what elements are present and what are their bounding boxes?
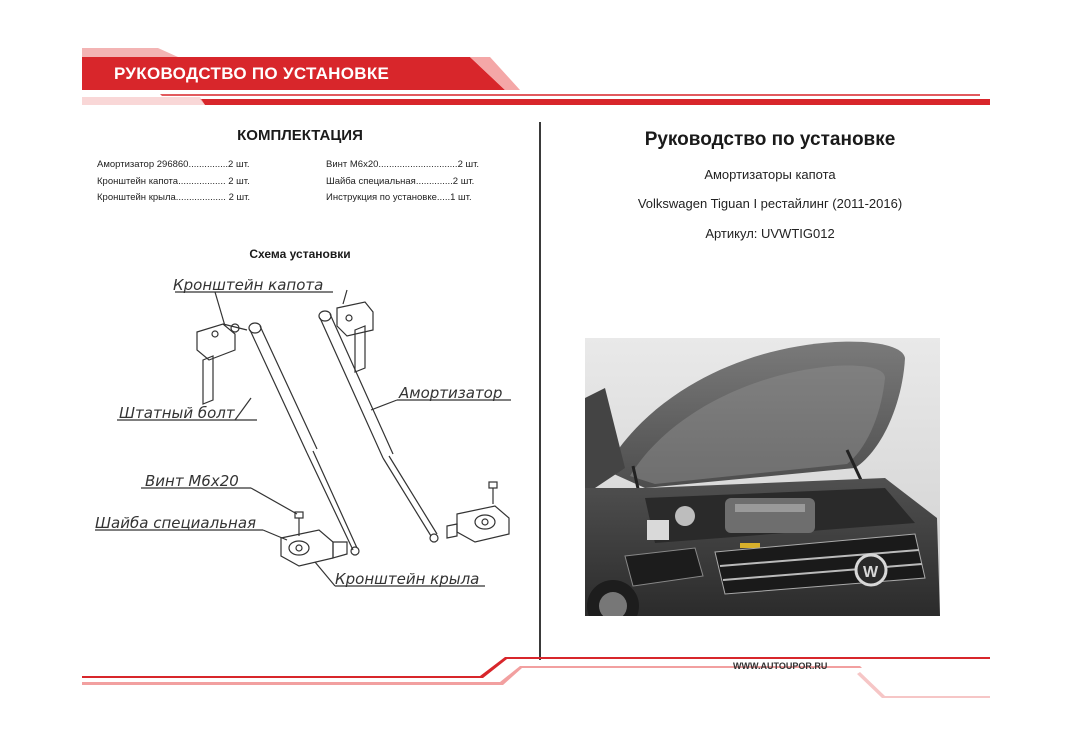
kit-list-right — [326, 157, 479, 207]
article-number: Артикул: UVWTIG012 — [705, 226, 835, 241]
vehicle-model: Volkswagen Tiguan I рестайлинг (2011-2016) — [637, 196, 903, 211]
kit-item: Инструкция по установке.....1 шт. — [326, 192, 472, 203]
label-shock: Амортизатор — [399, 384, 503, 402]
scheme-title: Схема установки — [249, 247, 351, 261]
footer-banner — [0, 650, 1080, 716]
kit-item: Шайба специальная..............2 шт. — [326, 175, 475, 187]
left-shock-absorber — [249, 323, 359, 555]
kit-item: Кронштейн крыла................... 2 шт. — [97, 192, 251, 203]
left-fender-bracket — [281, 512, 347, 566]
page-title: Руководство по установке — [644, 129, 896, 150]
kit-item: Винт М6х20..............................2 шт. — [326, 159, 480, 170]
label-fender-bracket: Кронштейн крыла — [335, 570, 480, 588]
product-subtitle: Амортизаторы капота — [704, 167, 836, 182]
kit-title: КОМПЛЕКТАЦИЯ — [237, 127, 363, 144]
right-fender-bracket — [447, 482, 509, 542]
footer-url[interactable]: WWW.AUTOUPOR.RU — [733, 661, 828, 671]
car-photo — [585, 338, 940, 616]
kit-item: Амортизатор 296860...............2 шт. — [97, 159, 250, 170]
kit-item: Кронштейн капота.................. 2 шт. — [97, 175, 250, 187]
label-screw: Винт М6х20 — [145, 472, 239, 490]
label-hood-bracket: Кронштейн капота — [173, 276, 324, 294]
right-shock-absorber — [319, 311, 438, 542]
right-hood-bracket — [337, 290, 373, 372]
header-title: РУКОВОДСТВО ПО УСТАНОВКЕ — [114, 64, 390, 83]
left-hood-bracket — [197, 324, 247, 404]
label-standard-bolt: Штатный болт — [119, 404, 235, 422]
svg-text:W: W — [863, 564, 879, 581]
header-banner — [0, 0, 1080, 110]
kit-list-left — [97, 157, 250, 207]
installation-diagram — [85, 268, 525, 598]
label-washer: Шайба специальная — [95, 514, 257, 532]
page-divider — [539, 122, 541, 660]
